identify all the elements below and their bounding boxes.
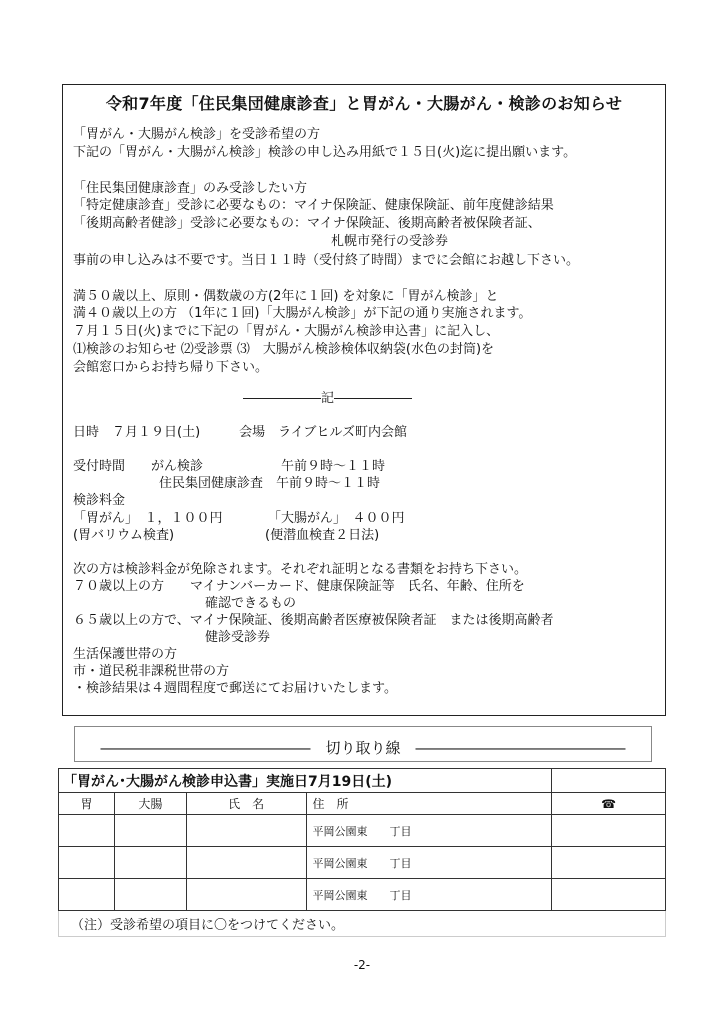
text-line: 下記の「胃がん・大腸がん検診」検診の申し込み用紙で１５日(火)迄に提出願います。 bbox=[73, 145, 577, 160]
text-line: ７月１５日(火)までに下記の「胃がん・大腸がん検診申込書」に記入し、 bbox=[73, 324, 500, 339]
separator-ki: ――――――記―――――― bbox=[243, 391, 413, 406]
text-line: 「胃がん・大腸がん検診」を受診希望の方 bbox=[73, 127, 321, 142]
text-line: 受付時間 がん検診 午前９時～１１時 bbox=[73, 459, 386, 474]
colon-check-cell[interactable] bbox=[114, 847, 186, 879]
table-row bbox=[59, 879, 666, 911]
page-number: -2- bbox=[353, 958, 371, 972]
text-line: 「胃がん」 １，１００円 「大腸がん」 ４００円 bbox=[73, 511, 405, 526]
col-header-address: 住 所 bbox=[306, 793, 552, 815]
address-cell[interactable]: 平岡公園東 丁目 bbox=[306, 879, 552, 911]
text-line: 生活保護世帯の方 bbox=[73, 647, 178, 662]
text-line: ⑴検診のお知らせ ⑵受診票 ⑶ 大腸がん検診検体収納袋(水色の封筒)を bbox=[73, 342, 495, 357]
stomach-check-cell[interactable] bbox=[59, 879, 115, 911]
text-line: 満５０歳以上、原則・偶数歳の方(2年に１回) を対象に「胃がん検診」と bbox=[73, 289, 499, 304]
text-line: 確認できるもの bbox=[205, 596, 297, 611]
col-header-stomach: 胃 bbox=[59, 793, 115, 815]
col-header-name: 氏 名 bbox=[186, 793, 306, 815]
text-line: 住民集団健康診査 午前９時～１１時 bbox=[159, 476, 381, 491]
text-line: 事前の申し込みは不要です。当日１１時（受付終了時間）までに会館にお越し下さい。 bbox=[73, 253, 579, 268]
text-line: 健診受診券 bbox=[205, 630, 271, 645]
address-cell[interactable]: 平岡公園東 丁目 bbox=[306, 815, 552, 847]
text-line: 「特定健康診査」受診に必要なもの：マイナ保険証、健康保険証、前年度健診結果 bbox=[73, 198, 554, 213]
colon-check-cell[interactable] bbox=[114, 815, 186, 847]
notice-title: 令和7年度「住民集団健康診査」と胃がん・大腸がん・検診のお知らせ bbox=[105, 94, 623, 113]
phone-cell[interactable] bbox=[552, 847, 666, 879]
stomach-check-cell[interactable] bbox=[59, 815, 115, 847]
name-cell[interactable] bbox=[186, 815, 306, 847]
form-title: 「胃がん･大腸がん検診申込書」実施日7月19日(土) bbox=[59, 769, 552, 793]
name-cell[interactable] bbox=[186, 847, 306, 879]
text-line: 「住民集団健康診査」のみ受診したい方 bbox=[73, 181, 308, 196]
text-line: 会館窓口からお持ち帰り下さい。 bbox=[73, 360, 269, 375]
text-line: 「後期高齢者健診」受診に必要なもの：マイナ保険証、後期高齢者被保険者証、 bbox=[73, 216, 541, 231]
text-line: 次の方は検診料金が免除されます。それぞれ証明となる書類をお持ち下さい。 bbox=[73, 562, 527, 577]
notice-box bbox=[62, 84, 666, 716]
text-line: 市・道民税非課税世帯の方 bbox=[73, 664, 230, 679]
colon-check-cell[interactable] bbox=[114, 879, 186, 911]
stomach-check-cell[interactable] bbox=[59, 847, 115, 879]
address-cell[interactable]: 平岡公園東 丁目 bbox=[306, 847, 552, 879]
text-line: (胃バリウム検査) (便潜血検査２日法) bbox=[73, 528, 380, 543]
text-line: 満４０歳以上の方 （1年に１回)「大腸がん検診」が下記の通り実施されます。 bbox=[73, 306, 532, 321]
form-note: （注）受診希望の項目に〇をつけてください。 bbox=[59, 911, 666, 937]
text-line: 札幌市発行の受診券 bbox=[331, 234, 449, 249]
col-header-colon: 大腸 bbox=[114, 793, 186, 815]
text-line: 検診料金 bbox=[73, 493, 126, 508]
text-line: ６５歳以上の方で、マイナ保険証、後期高齢者医療被保険者証 または後期高齢者 bbox=[73, 613, 554, 628]
event-date-venue: 日時 ７月１９日(土) 会場 ライブヒルズ町内会館 bbox=[73, 425, 407, 440]
phone-icon: ☎ bbox=[552, 793, 666, 815]
cut-line-box bbox=[74, 726, 652, 762]
text-line: ７０歳以上の方 マイナンバーカード、健康保険証等 氏名、年齢、住所を bbox=[73, 579, 525, 594]
application-form-table bbox=[58, 768, 666, 937]
cut-line-label: ―――――――――――――― 切り取り線 ―――――――――――――― bbox=[100, 739, 626, 757]
phone-cell[interactable] bbox=[552, 879, 666, 911]
text-line: ・検診結果は４週間程度で郵送にてお届けいたします。 bbox=[73, 681, 397, 696]
name-cell[interactable] bbox=[186, 879, 306, 911]
table-row bbox=[59, 847, 666, 879]
phone-cell[interactable] bbox=[552, 815, 666, 847]
table-row bbox=[59, 815, 666, 847]
